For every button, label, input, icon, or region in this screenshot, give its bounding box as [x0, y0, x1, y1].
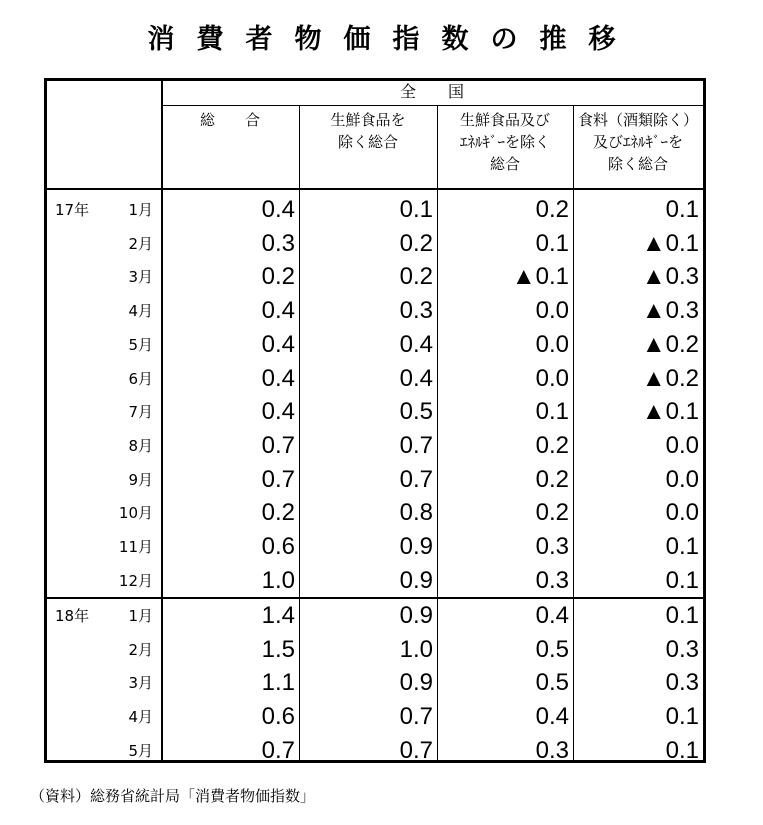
table-cell: 0.2 — [399, 263, 433, 291]
table-cell: ▲0.2 — [641, 364, 699, 392]
table-cell: 0.1 — [665, 566, 699, 594]
table-cell: 0.2 — [261, 263, 295, 291]
table-cell: 0.5 — [535, 669, 569, 697]
group-header-national: 全 国 — [399, 82, 464, 101]
month-label: 4月 — [128, 708, 153, 727]
table-cell: 0.2 — [399, 229, 433, 257]
month-label: 3月 — [128, 268, 153, 287]
year-label: 18年 — [55, 607, 90, 625]
column-header-3 — [439, 109, 571, 175]
table-cell: 0.6 — [261, 703, 295, 731]
table-cell: 1.0 — [261, 566, 295, 594]
table-cell: 0.5 — [399, 398, 433, 426]
table-cell: 0.9 — [399, 602, 433, 629]
column-header-line: 生鮮食品を — [330, 111, 406, 129]
table-cell: ▲0.1 — [511, 263, 569, 291]
table-cell: 0.0 — [665, 465, 699, 493]
page-title: 消費者物価指数の推移 — [147, 24, 638, 55]
month-label: 2月 — [128, 234, 153, 253]
header-divider — [47, 188, 703, 190]
table-cell: 0.4 — [261, 330, 295, 358]
column-header-line: 及びｴﾈﾙｷﾞｰを — [592, 133, 683, 151]
month-label: 1月 — [128, 201, 153, 219]
table-cell: 0.9 — [399, 533, 433, 560]
table-cell: 0.0 — [535, 364, 569, 392]
column-header-line: 生鮮食品及び — [459, 111, 550, 129]
table-cell: 0.1 — [665, 736, 699, 764]
table-cell: 1.5 — [261, 635, 295, 663]
table-cell: 0.3 — [535, 736, 569, 764]
month-label: 11月 — [118, 538, 153, 556]
table-cell: 0.5 — [535, 635, 569, 663]
column-header-line: 除く総合 — [607, 155, 668, 173]
table-cell: 0.1 — [399, 196, 433, 223]
table-cell: 0.3 — [535, 533, 569, 560]
table-cell: 0.0 — [665, 431, 699, 459]
month-label: 10月 — [118, 504, 153, 523]
table-cell: 0.4 — [399, 364, 433, 392]
month-label: 3月 — [128, 674, 153, 693]
table-cell: 0.4 — [261, 398, 295, 426]
column-header-2 — [301, 109, 435, 153]
cpi-table — [44, 78, 706, 763]
table-cell: ▲0.1 — [641, 398, 699, 426]
table-cell: 0.0 — [535, 297, 569, 325]
table-cell: 0.6 — [261, 533, 295, 560]
column-header-line: 除く総合 — [337, 133, 398, 151]
month-label: 9月 — [128, 470, 153, 489]
table-cell: 0.1 — [535, 398, 569, 426]
month-label: 5月 — [128, 741, 153, 760]
table-cell: 0.1 — [665, 602, 699, 629]
table-cell: 0.4 — [261, 196, 295, 223]
table-cell: 0.3 — [535, 566, 569, 594]
table-cell: 0.1 — [535, 229, 569, 257]
table-cell: 1.1 — [261, 669, 295, 697]
table-cell: ▲0.1 — [641, 229, 699, 257]
table-cell: 0.4 — [261, 297, 295, 325]
column-header-4 — [575, 109, 701, 175]
table-cell: 0.4 — [399, 330, 433, 358]
table-cell: 0.1 — [665, 703, 699, 731]
table-cell: 0.7 — [261, 465, 295, 493]
month-label: 7月 — [128, 403, 153, 422]
month-label: 2月 — [128, 640, 153, 659]
year-label: 17年 — [55, 201, 90, 219]
table-cell: 0.4 — [535, 602, 569, 629]
column-header-line: 食料（酒類除く） — [577, 111, 698, 129]
table-cell: 0.1 — [665, 196, 699, 223]
table-cell: 0.0 — [535, 330, 569, 358]
table-cell: 0.7 — [399, 431, 433, 459]
table-cell: 0.8 — [399, 499, 433, 527]
table-cell: 0.1 — [665, 533, 699, 560]
month-label: 12月 — [118, 571, 153, 590]
group-header-divider — [161, 105, 703, 106]
table-cell: 0.2 — [535, 196, 569, 223]
table-cell: 0.3 — [261, 229, 295, 257]
table-cell: 0.2 — [261, 499, 295, 527]
column-header-line: 総 合 — [199, 111, 260, 129]
table-cell: 1.4 — [261, 602, 295, 629]
column-header-line: ｴﾈﾙｷﾞｰを除く — [459, 133, 550, 151]
table-cell: 0.9 — [399, 669, 433, 697]
table-cell: 0.9 — [399, 566, 433, 594]
table-cell: 0.3 — [399, 297, 433, 325]
month-label: 4月 — [128, 302, 153, 321]
table-cell: 0.3 — [665, 635, 699, 663]
table-cell: ▲0.3 — [641, 263, 699, 291]
table-cell: 0.3 — [665, 669, 699, 697]
table-cell: 1.0 — [399, 635, 433, 663]
column-header-1 — [163, 109, 297, 131]
table-cell: 0.4 — [535, 703, 569, 731]
table-cell: 0.4 — [261, 364, 295, 392]
table-cell: 0.2 — [535, 499, 569, 527]
table-cell: 0.7 — [261, 736, 295, 764]
month-label: 5月 — [128, 335, 153, 354]
table-cell: 0.2 — [535, 465, 569, 493]
table-cell: 0.7 — [261, 431, 295, 459]
month-label: 8月 — [128, 436, 153, 455]
table-cell: ▲0.3 — [641, 297, 699, 325]
table-cell: 0.7 — [399, 465, 433, 493]
table-cell: 0.2 — [535, 431, 569, 459]
source-note: （資料）総務省統計局「消費者物価指数」 — [30, 787, 316, 805]
month-label: 6月 — [128, 369, 153, 388]
table-cell: 0.0 — [665, 499, 699, 527]
column-header-line: 総合 — [489, 155, 520, 173]
year-divider — [47, 597, 703, 599]
table-cell: ▲0.2 — [641, 330, 699, 358]
table-cell: 0.7 — [399, 736, 433, 764]
month-label: 1月 — [128, 607, 153, 625]
table-cell: 0.7 — [399, 703, 433, 731]
